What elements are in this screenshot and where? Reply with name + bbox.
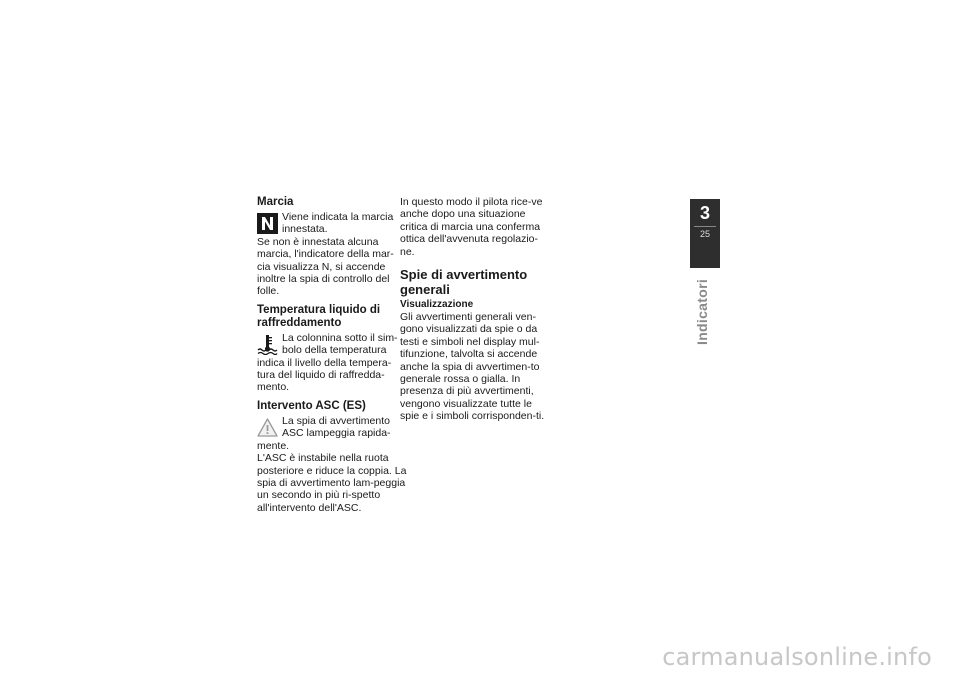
page-number: 25 [699, 229, 710, 239]
chapter-tab [690, 199, 720, 268]
watermark: carmanualsonline.info [662, 643, 932, 671]
temperatura-body: indica il livello della tempera-tura del liquido di raffredda-mento. [257, 356, 392, 394]
warning-triangle-icon [257, 417, 278, 438]
section-title-marcia: Marcia [257, 196, 294, 208]
section-title-temperatura: Temperatura liquido di raffreddamento [257, 303, 381, 329]
chapter-divider [694, 226, 716, 227]
subheading-visualizzazione: Visualizzazione [400, 299, 474, 311]
marcia-body: Se non è innestata alcuna marcia, l'indicatore della mar-cia visualizza N, si accende inoltre la spia di controllo del folle. [257, 235, 394, 298]
section-title-spie: Spie di avvertimento generali [400, 267, 528, 298]
marcia-icon-text: Viene indicata la marcia innestata. [282, 211, 394, 236]
right-intro: In questo modo il pilota rice-ve anche dopo una situazione critica di marcia una conferma ottica dell'avvenuta regolazio-ne. [400, 196, 543, 258]
right-column [400, 196, 550, 423]
marcia-icon-row [257, 211, 407, 236]
section-temperatura [257, 304, 407, 394]
neutral-n-icon [257, 213, 278, 234]
spie-body: Gli avvertimenti generali ven-gono visualizzati da spie o da testi e simboli nel display mul-tifunzione, talvolta si accende anche la spia di avvertimen-to generale rossa o gialla. In presenza di più avvertimenti, vengono visualizzate tutte le spie e i simboli corrisponden-ti. [400, 311, 545, 423]
coolant-temperature-icon [257, 334, 278, 355]
temperatura-icon-row [257, 332, 407, 357]
asc-body-2: L'ASC è instabile nella ruota posteriore e riduce la coppia. La spia di avvertimento lam-peggia un secondo in più ri-spetto all'intervento dell'ASC. [257, 452, 407, 514]
asc-body-1: mente. [257, 439, 290, 452]
chapter-number: 3 [699, 203, 710, 223]
asc-icon-text: La spia di avvertimento ASC lampeggia rapida- [282, 414, 391, 440]
asc-icon-row [257, 415, 407, 440]
temperatura-icon-text: La colonnina sotto il sim-bolo della temperatura [282, 331, 398, 357]
chapter-side-label: Indicatori [694, 278, 710, 345]
section-marcia [257, 196, 407, 298]
left-column [257, 196, 407, 520]
section-asc [257, 400, 407, 514]
section-title-asc: Intervento ASC (ES) [257, 399, 366, 412]
